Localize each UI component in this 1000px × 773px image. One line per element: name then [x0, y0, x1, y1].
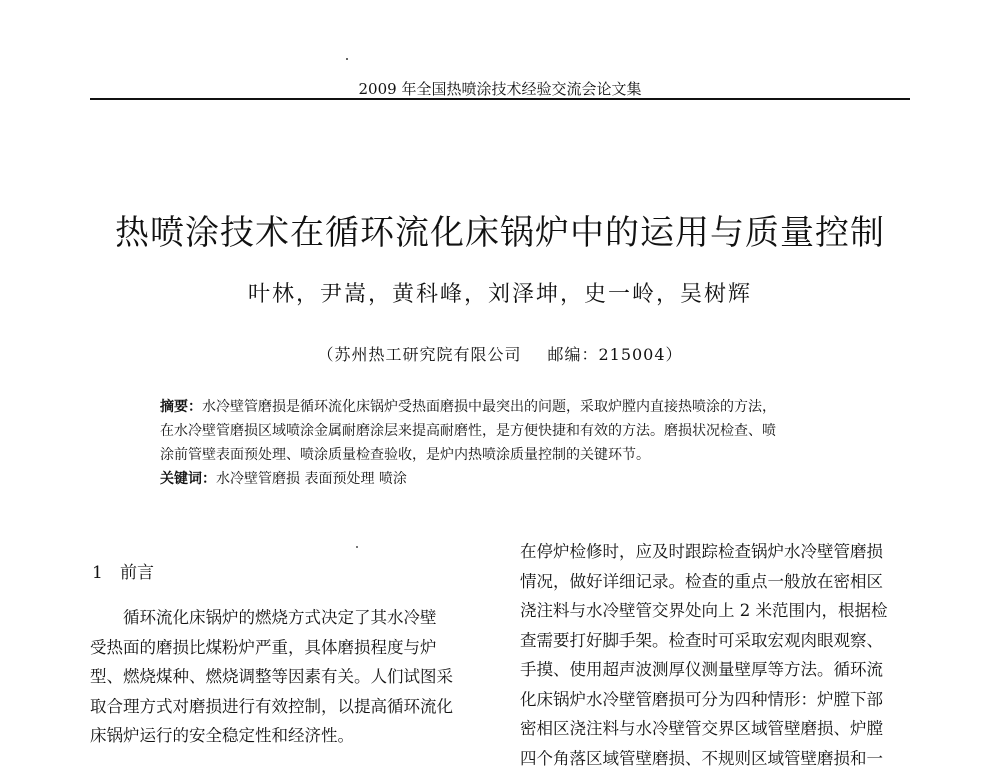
- affiliation-org: （苏州热工研究院有限公司: [317, 345, 521, 364]
- abstract-line: 涂前管壁表面预处理、喷涂质量检查验收，是炉内热喷涂质量控制的关键环节。: [160, 443, 850, 467]
- affiliation-postcode: 邮编：215004）: [547, 345, 682, 364]
- section-number: 1: [92, 563, 120, 583]
- paragraph-line: 四个角落区域管壁磨损、不规则区域管壁磨损和一: [520, 744, 920, 773]
- scan-speck: [346, 58, 348, 60]
- abstract-line: [160, 395, 850, 419]
- paragraph-line: 受热面的磨损比煤粉炉严重，具体磨损程度与炉: [90, 633, 490, 663]
- paragraph-line: 浇注料与水冷壁管交界处向上 2 米范围内，根据检: [520, 596, 920, 626]
- paragraph-line: 在停炉检修时，应及时跟踪检查锅炉水冷壁管磨损: [520, 537, 920, 567]
- paragraph-line: 型、燃烧煤种、燃烧调整等因素有关。人们试图采: [90, 662, 490, 692]
- section-heading: [92, 558, 154, 583]
- paragraph-line: 查需要打好脚手架。检查时可采取宏观肉眼观察、: [520, 626, 920, 656]
- abstract-line: 在水冷壁管磨损区域喷涂金属耐磨涂层来提高耐磨性，是方便快捷和有效的方法。磨损状况检查、喷: [160, 419, 850, 443]
- running-header: 2009 年全国热喷涂技术经验交流会论文集: [0, 78, 1000, 99]
- paragraph-line: 循环流化床锅炉的燃烧方式决定了其水冷壁: [90, 603, 490, 633]
- affiliation: [0, 342, 1000, 365]
- abstract-text: 水冷壁管磨损是循环流化床锅炉受热面磨损中最突出的问题，采取炉膛内直接热喷涂的方法，: [202, 399, 776, 415]
- keywords-label: 关键词：: [160, 471, 216, 487]
- section-title: 前言: [120, 563, 154, 583]
- left-column-text: [90, 603, 490, 751]
- paragraph-line: 情况，做好详细记录。检查的重点一般放在密相区: [520, 567, 920, 597]
- right-column-text: [520, 537, 920, 773]
- author-list: 叶林，尹嵩，黄科峰，刘泽坤，史一岭，吴树辉: [0, 277, 1000, 308]
- abstract-block: [160, 395, 850, 491]
- keywords-line: [160, 467, 850, 491]
- header-rule: [90, 98, 910, 100]
- paragraph-line: 手摸、使用超声波测厚仪测量壁厚等方法。循环流: [520, 655, 920, 685]
- paragraph-line: 密相区浇注料与水冷壁管交界区域管壁磨损、炉膛: [520, 714, 920, 744]
- paragraph-line: 床锅炉运行的安全稳定性和经济性。: [90, 721, 490, 751]
- paragraph-line: 化床锅炉水冷壁管磨损可分为四种情形：炉膛下部: [520, 685, 920, 715]
- scan-speck: [356, 546, 358, 548]
- abstract-label: 摘要：: [160, 399, 202, 415]
- keywords-text: 水冷壁管磨损 表面预处理 喷涂: [216, 471, 407, 487]
- paper-title: 热喷涂技术在循环流化床锅炉中的运用与质量控制: [0, 205, 1000, 254]
- paragraph-line: 取合理方式对磨损进行有效控制，以提高循环流化: [90, 692, 490, 722]
